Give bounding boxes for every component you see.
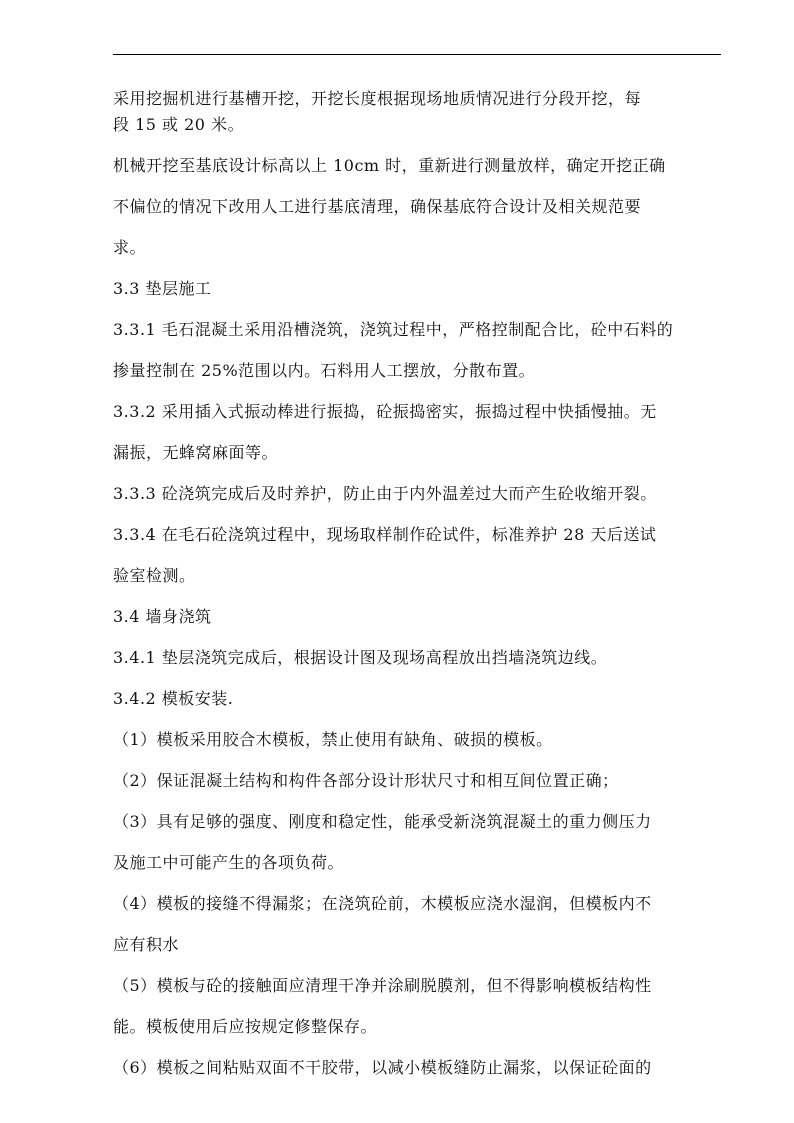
list-item <box>113 1055 719 1081</box>
list-item <box>113 891 719 917</box>
text-line: 3.4.2 模板安装. <box>113 689 234 708</box>
document-body <box>113 86 719 1081</box>
section-heading <box>113 604 719 630</box>
text-line: （1）模板采用胶合木模板，禁止使用有缺角、破损的模板。 <box>113 730 553 749</box>
list-item <box>113 850 719 876</box>
text-line: 3.3.3 砼浇筑完成后及时养护，防止由于内外温差过大而产生砼收缩开裂。 <box>113 484 657 503</box>
paragraph <box>113 686 719 712</box>
text-line: 采用挖掘机进行基槽开挖，开挖长度根据现场地质情况进行分段开挖，每 <box>113 89 642 108</box>
text-line: 3.3 垫层施工 <box>113 279 212 298</box>
text-line: 3.3.4 在毛石砼浇筑过程中，现场取样制作砼试件，标准养护 28 天后送试 <box>113 525 657 544</box>
list-item <box>113 809 719 835</box>
header-rule <box>113 54 721 55</box>
text-line: （4）模板的接缝不得漏浆；在浇筑砼前，木模板应浇水湿润，但模板内不 <box>113 894 652 913</box>
text-line: 应有积水 <box>113 935 180 954</box>
text-line: 3.3.2 采用插入式振动棒进行振捣，砼振捣密实，振捣过程中快插慢抽。无 <box>113 402 657 421</box>
paragraph <box>113 481 719 507</box>
paragraph <box>113 645 719 671</box>
text-line: 机械开挖至基底设计标高以上 10cm 时，重新进行测量放样，确定开挖正确 <box>113 156 666 175</box>
paragraph <box>113 235 719 261</box>
paragraph <box>113 399 719 425</box>
paragraph <box>113 358 719 384</box>
paragraph <box>113 563 719 589</box>
text-line: （2）保证混凝土结构和构件各部分设计形状尺寸和相互间位置正确； <box>113 771 619 790</box>
text-line: （5）模板与砼的接触面应清理干净并涂刷脱膜剂，但不得影响模板结构性 <box>113 976 652 995</box>
list-item <box>113 727 719 753</box>
paragraph <box>113 317 719 343</box>
text-line: 能。模板使用后应按规定修整保存。 <box>113 1017 378 1036</box>
paragraph <box>113 522 719 548</box>
paragraph <box>113 86 719 138</box>
list-item <box>113 973 719 999</box>
paragraph <box>113 153 719 179</box>
text-line: （3）具有足够的强度、刚度和稳定性，能承受新浇筑混凝土的重力侧压力 <box>113 812 652 831</box>
text-line: 3.3.1 毛石混凝土采用沿槽浇筑，浇筑过程中，严格控制配合比，砼中石料的 <box>113 320 674 339</box>
text-line: 漏振，无蜂窝麻面等。 <box>113 443 279 462</box>
text-line: 3.4.1 垫层浇筑完成后，根据设计图及现场高程放出挡墙浇筑边线。 <box>113 648 608 667</box>
list-item <box>113 768 719 794</box>
text-line: 3.4 墙身浇筑 <box>113 607 212 626</box>
text-line: 段 15 或 20 米。 <box>113 115 245 134</box>
section-heading <box>113 276 719 302</box>
text-line: 不偏位的情况下改用人工进行基底清理，确保基底符合设计及相关规范要 <box>113 197 642 216</box>
paragraph <box>113 440 719 466</box>
list-item <box>113 932 719 958</box>
text-line: 掺量控制在 25%范围以内。石料用人工摆放，分散布置。 <box>113 361 536 380</box>
text-line: 求。 <box>113 238 147 257</box>
list-item <box>113 1014 719 1040</box>
text-line: 及施工中可能产生的各项负荷。 <box>113 853 345 872</box>
text-line: （6）模板之间粘贴双面不干胶带，以减小模板缝防止漏浆，以保证砼面的 <box>113 1058 652 1077</box>
paragraph <box>113 194 719 220</box>
text-line: 验室检测。 <box>113 566 196 585</box>
